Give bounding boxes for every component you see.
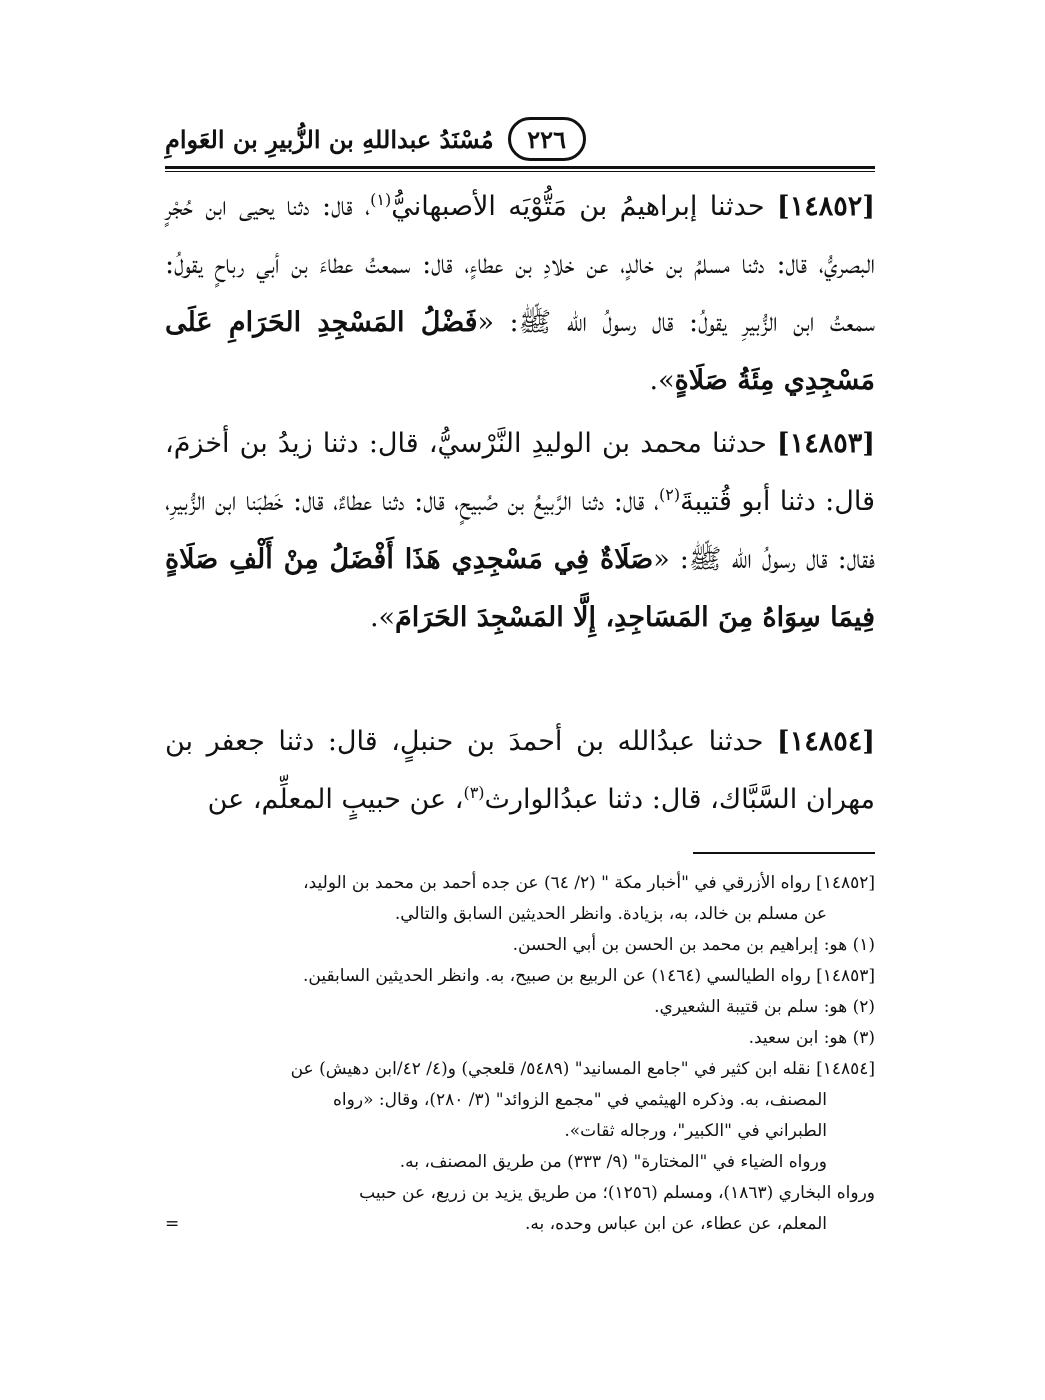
footnote-line: عن مسلم بن خالد، به، بزيادة. وانظر الحديثين السابق والتالي. (394, 904, 827, 924)
entry-text: ، قال: دثنا يحيى ابن حُجْرٍ البصريُّ، قال: دثنا مسلمُ بن خالدٍ، عن خلادِ بن عطاءٍ، قال: سمعتُ عطاءَ بن أبي رباحٍ يقولُ: سمعتُ ابن الزُّبيرِ يقولُ: قال رسولُ الله ﷺ: « (165, 191, 875, 338)
entry-text: حدثنا محمد بن الوليدِ النَّرْسيُّ، قال: دثنا زيدُ بن أخزمَ، قال: دثنا أبو قُتيبةَ (165, 428, 876, 517)
entry-number: [١٤٨٥٤] (776, 726, 875, 757)
entry-number: [١٤٨٥٢] (776, 191, 875, 222)
footnote-line: [١٤٨٥٢] رواه الأزرقي في "أخبار مكة " (٢/ ٦٤) عن جده أحمد بن محمد بن الوليد، (303, 873, 875, 893)
footnote-line: المصنف، به. وذكره الهيثمي في "مجمع الزوائد" (٣/ ٢٨٠)، وقال: «رواه (333, 1090, 827, 1110)
footnote-line: (١) هو: إبراهيم بن محمد بن الحسن بن أبي الحسن. (512, 935, 875, 955)
footnote-marker: (٢) (659, 485, 681, 504)
page-header (165, 112, 875, 166)
footnotes (165, 868, 875, 1240)
entry-text: حدثنا إبراهيمُ بن مَتُّوْيَه الأصبهانيُّ (391, 191, 777, 222)
entry-text: حدثنا عبدُالله بن أحمدَ بن حنبلٍ، قال: دثنا جعفر بن مهران السَّبَّاك، قال: دثنا عبدُالوارث (165, 726, 875, 815)
continuation-mark: = (165, 1214, 180, 1234)
footnote-marker: (١) (370, 190, 392, 209)
entry-number: [١٤٨٥٣] (776, 428, 875, 459)
header-rule-thin (165, 171, 875, 172)
footnote-line: [١٤٨٥٤] نقله ابن كثير في "جامع المسانيد" (٥٤٨٩/ قلعجي) و(٤/ ٤٢/ابن دهيش) عن (290, 1059, 875, 1079)
hadith-text: فَضْلُ المَسْجِدِ الحَرَامِ عَلَى مَسْجِدِي مِئَةُ صَلَاةٍ (165, 307, 875, 396)
footnote-marker: (٣) (463, 783, 485, 802)
hadith-text: صَلَاةٌ فِي مَسْجِدِي هَذَا أَفْضَلُ مِنْ أَلْفِ صَلَاةٍ فِيمَا سِوَاهُ مِنَ المَسَاجِدِ، إِلَّا المَسْجِدَ الحَرَامَ (165, 544, 875, 633)
hadith-entry-14853 (165, 415, 875, 647)
running-title: مُسْنَدُ عبداللهِ بن الزُّبيرِ بن العَوامِ (165, 124, 494, 154)
hadith-entry-14854 (165, 713, 875, 829)
entry-text: ، عن حبيبٍ المعلِّم، عن (207, 784, 464, 815)
footnote-line: (٣) هو: ابن سعيد. (748, 1028, 875, 1048)
footnote-line: [١٤٨٥٣] رواه الطيالسي (١٤٦٤) عن الربيع بن صبيح، به. وانظر الحديثين السابقين. (302, 966, 875, 986)
hadith-entry-14852 (165, 178, 875, 410)
footnote-line: الطبراني في "الكبير"، ورجاله ثقات». (564, 1121, 827, 1141)
footnote-line: ورواه البخاري (١٨٦٣)، ومسلم (١٢٥٦)؛ من طريق يزيد بن زريع، عن حبيب (359, 1183, 875, 1203)
header-rule-thick (165, 166, 875, 169)
entry-text: ». (369, 602, 396, 633)
footnote-separator (693, 852, 875, 854)
footnote-line: المعلم، عن عطاء، عن ابن عباس وحده، به. (525, 1214, 827, 1234)
footnote-line: ورواه الضياء في "المختارة" (٩/ ٣٣٣) من طريق المصنف، به. (399, 1152, 827, 1172)
page-number: ٢٢٦ (508, 117, 586, 161)
entry-text: ». (649, 365, 675, 396)
footnote-line: (٢) هو: سلم بن قتيبة الشعيري. (654, 997, 875, 1017)
entry-text: ، قال: دثنا الرَّبيعُ بن صُبيحٍ، قال: دثنا عطاءٌ، قال: خَطبَنا ابن الزُّبيرِ، فقال: قال رسولُ الله ﷺ: « (165, 486, 876, 575)
